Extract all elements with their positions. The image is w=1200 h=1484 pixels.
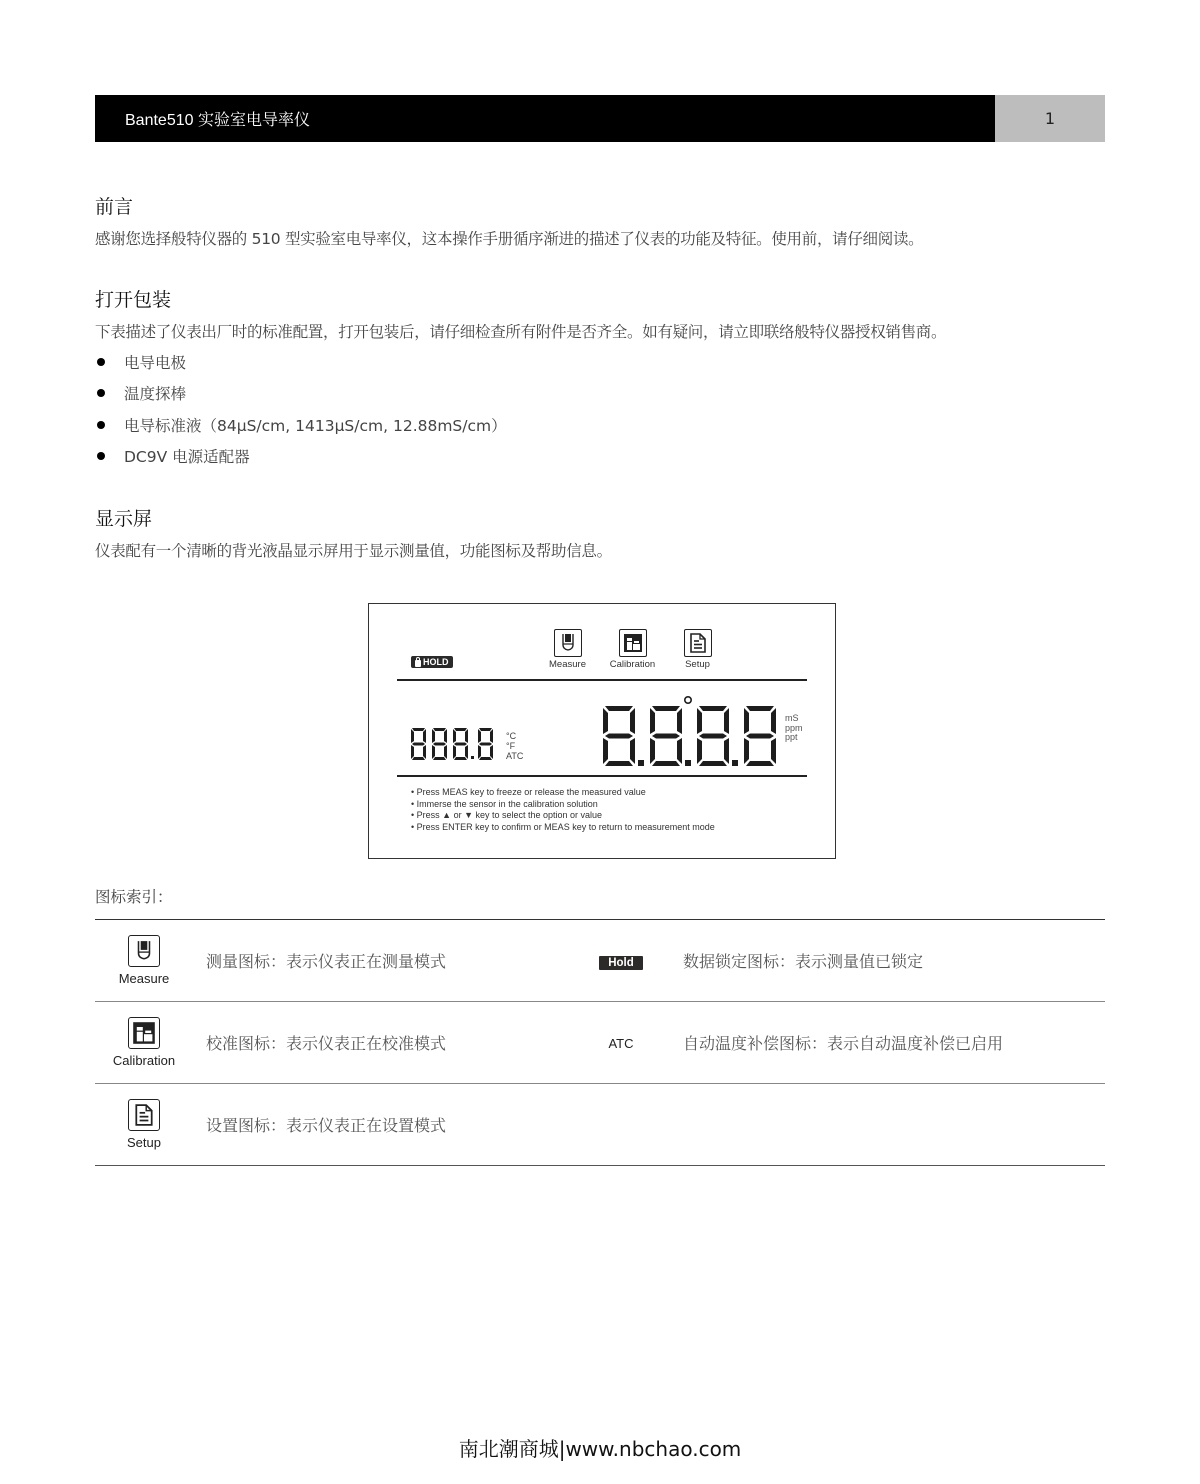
display-text: 仪表配有一个清晰的背光液晶显示屏用于显示测量值，功能图标及帮助信息。 bbox=[95, 542, 612, 560]
calibration-icon-description: 校准图标：表示仪表正在校准模式 bbox=[206, 1034, 447, 1053]
hold-icon-description: 数据锁定图标：表示测量值已锁定 bbox=[683, 952, 924, 971]
unpacking-text: 下表描述了仪表出厂时的标准配置，打开包装后，请仔细检查所有附件是否齐全。如有疑问，请立即联络般特仪器授权销售商。 bbox=[95, 323, 947, 341]
temperature-readout bbox=[409, 728, 497, 764]
bullet-icon bbox=[97, 421, 105, 429]
table-row bbox=[95, 920, 1105, 1002]
list-item: 电导电极 bbox=[95, 346, 507, 378]
help-line: • Press ENTER key to confirm or MEAS key to return to measurement mode bbox=[411, 822, 715, 834]
table-row bbox=[95, 1002, 1105, 1084]
bullet-icon bbox=[97, 358, 105, 366]
icon-legend-caption: 图标索引： bbox=[95, 888, 173, 906]
setup-icon-description: 设置图标：表示仪表正在设置模式 bbox=[206, 1116, 447, 1135]
table-row bbox=[95, 1084, 1105, 1166]
bottles-icon bbox=[619, 629, 647, 657]
measure-icon-description: 测量图标：表示仪表正在测量模式 bbox=[206, 952, 447, 971]
document-icon bbox=[684, 629, 712, 657]
list-item: 温度探棒 bbox=[95, 378, 507, 410]
measure-legend-icon: Measure bbox=[119, 935, 170, 986]
list-item: 电导标准液（84μS/cm, 1413μS/cm, 12.88mS/cm） bbox=[95, 409, 507, 441]
divider bbox=[397, 679, 807, 681]
lcd-diagram bbox=[368, 603, 836, 859]
calibration-legend-icon: Calibration bbox=[113, 1017, 175, 1068]
hold-badge-icon: Hold bbox=[599, 956, 643, 970]
help-line: • Press ▲ or ▼ key to select the option or value bbox=[411, 810, 715, 822]
atc-icon-description: 自动温度补偿图标：表示自动温度补偿已启用 bbox=[683, 1034, 1004, 1053]
mode-icons bbox=[535, 629, 730, 670]
section-heading-preface: 前言 bbox=[95, 196, 134, 218]
mode-calibration: Calibration bbox=[600, 629, 665, 670]
page-header bbox=[95, 95, 1105, 142]
section-heading-display: 显示屏 bbox=[95, 508, 153, 530]
atc-icon: ATC bbox=[608, 1036, 634, 1051]
page-number: 1 bbox=[995, 95, 1105, 142]
probe-icon bbox=[128, 935, 160, 967]
conductivity-units: mS ppm ppt bbox=[785, 713, 803, 742]
list-item: DC9V 电源适配器 bbox=[95, 441, 507, 473]
footer-watermark: 南北潮商城|www.nbchao.com bbox=[458, 1437, 742, 1461]
setup-legend-icon: Setup bbox=[127, 1099, 161, 1150]
help-line: • Press MEAS key to freeze or release the measured value bbox=[411, 787, 715, 799]
bottles-icon bbox=[128, 1017, 160, 1049]
help-messages bbox=[411, 787, 715, 833]
conductivity-readout bbox=[599, 696, 777, 770]
section-heading-unpacking: 打开包装 bbox=[95, 289, 172, 311]
help-line: • Immerse the sensor in the calibration solution bbox=[411, 799, 715, 811]
icon-legend-table bbox=[95, 919, 1105, 1166]
divider bbox=[397, 775, 807, 777]
mode-measure: Measure bbox=[535, 629, 600, 670]
hold-indicator: HOLD bbox=[411, 656, 453, 668]
probe-icon bbox=[554, 629, 582, 657]
bullet-icon bbox=[97, 452, 105, 460]
mode-setup: Setup bbox=[665, 629, 730, 670]
bullet-icon bbox=[97, 389, 105, 397]
document-icon bbox=[128, 1099, 160, 1131]
accessory-list bbox=[95, 346, 507, 472]
lock-icon bbox=[415, 660, 421, 667]
document-title: Bante510 实验室电导率仪 bbox=[95, 95, 995, 142]
temperature-units: °C °F ATC bbox=[506, 731, 524, 761]
preface-text: 感谢您选择般特仪器的 510 型实验室电导率仪，这本操作手册循序渐进的描述了仪表的功能及特征。使用前，请仔细阅读。 bbox=[95, 230, 924, 248]
